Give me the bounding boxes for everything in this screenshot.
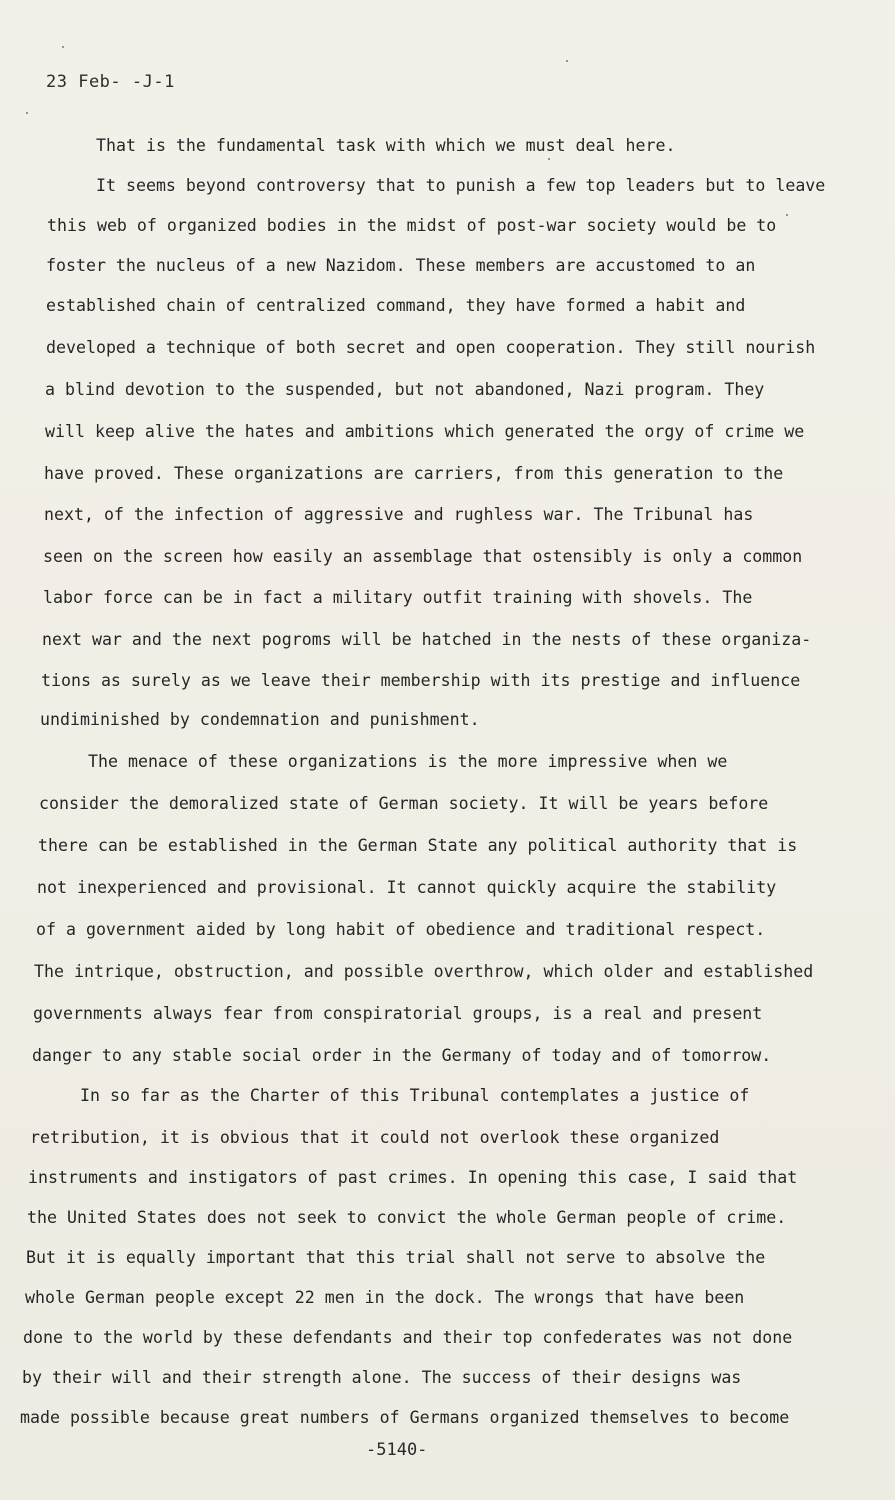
text-line: there can be established in the German State any political authority that is [38, 836, 798, 855]
text-line: by their will and their strength alone. The success of their designs was [22, 1368, 742, 1387]
text-line: It seems beyond controversy that to punish a few top leaders but to leave [96, 176, 826, 195]
document-reference: 23 Feb- -J-1 [46, 72, 175, 92]
text-line: of a government aided by long habit of obedience and traditional respect. [36, 920, 766, 939]
text-line: governments always fear from conspiratorial groups, is a real and present [33, 1004, 763, 1023]
paper-speck [26, 112, 28, 114]
text-line: whole German people except 22 men in the dock. The wrongs that have been [25, 1288, 745, 1307]
text-line: consider the demoralized state of German society. It will be years before [39, 794, 769, 813]
paper-speck [548, 158, 550, 160]
text-line: The intrique, obstruction, and possible overthrow, which older and established [34, 962, 814, 981]
text-line: have proved. These organizations are carriers, from this generation to the [44, 464, 784, 483]
text-line: But it is equally important that this trial shall not serve to absolve the [26, 1248, 766, 1267]
text-line: The menace of these organizations is the more impressive when we [88, 752, 728, 771]
text-line: undiminished by condemnation and punishment. [40, 710, 480, 729]
text-line: a blind devotion to the suspended, but not abandoned, Nazi program. They [45, 380, 765, 399]
text-line: done to the world by these defendants and their top confederates was not done [23, 1328, 793, 1347]
text-line: will keep alive the hates and ambitions which generated the orgy of crime we [45, 422, 805, 441]
text-line: In so far as the Charter of this Tribunal contemplates a justice of [80, 1086, 750, 1105]
text-line: next war and the next pogroms will be hatched in the nests of these organiza- [42, 630, 812, 649]
text-line: danger to any stable social order in the Germany of today and of tomorrow. [32, 1046, 772, 1065]
paper-speck [566, 60, 568, 62]
page-number: -5140- [366, 1440, 428, 1460]
text-line: seen on the screen how easily an assemblage that ostensibly is only a common [43, 547, 803, 566]
text-line: not inexperienced and provisional. It cannot quickly acquire the stability [37, 878, 777, 897]
paper-speck [62, 46, 64, 48]
text-line: developed a technique of both secret and open cooperation. They still nourish [46, 338, 816, 357]
text-line: made possible because great numbers of Germans organized themselves to become [20, 1408, 790, 1427]
text-line: this web of organized bodies in the midst of post-war society would be to [47, 216, 777, 235]
text-line: established chain of centralized command, they have formed a habit and [46, 296, 746, 315]
text-line: foster the nucleus of a new Nazidom. These members are accustomed to an [46, 256, 756, 275]
text-line: next, of the infection of aggressive and rughless war. The Tribunal has [44, 505, 754, 524]
text-line: instruments and instigators of past crimes. In opening this case, I said that [28, 1168, 798, 1187]
paper-speck [786, 214, 788, 216]
text-line: the United States does not seek to convict the whole German people of crime. [27, 1208, 787, 1227]
text-line: retribution, it is obvious that it could not overlook these organized [30, 1128, 720, 1147]
text-line: That is the fundamental task with which we must deal here. [96, 136, 676, 155]
text-line: tions as surely as we leave their membership with its prestige and influence [41, 671, 801, 690]
text-line: labor force can be in fact a military outfit training with shovels. The [43, 588, 753, 607]
